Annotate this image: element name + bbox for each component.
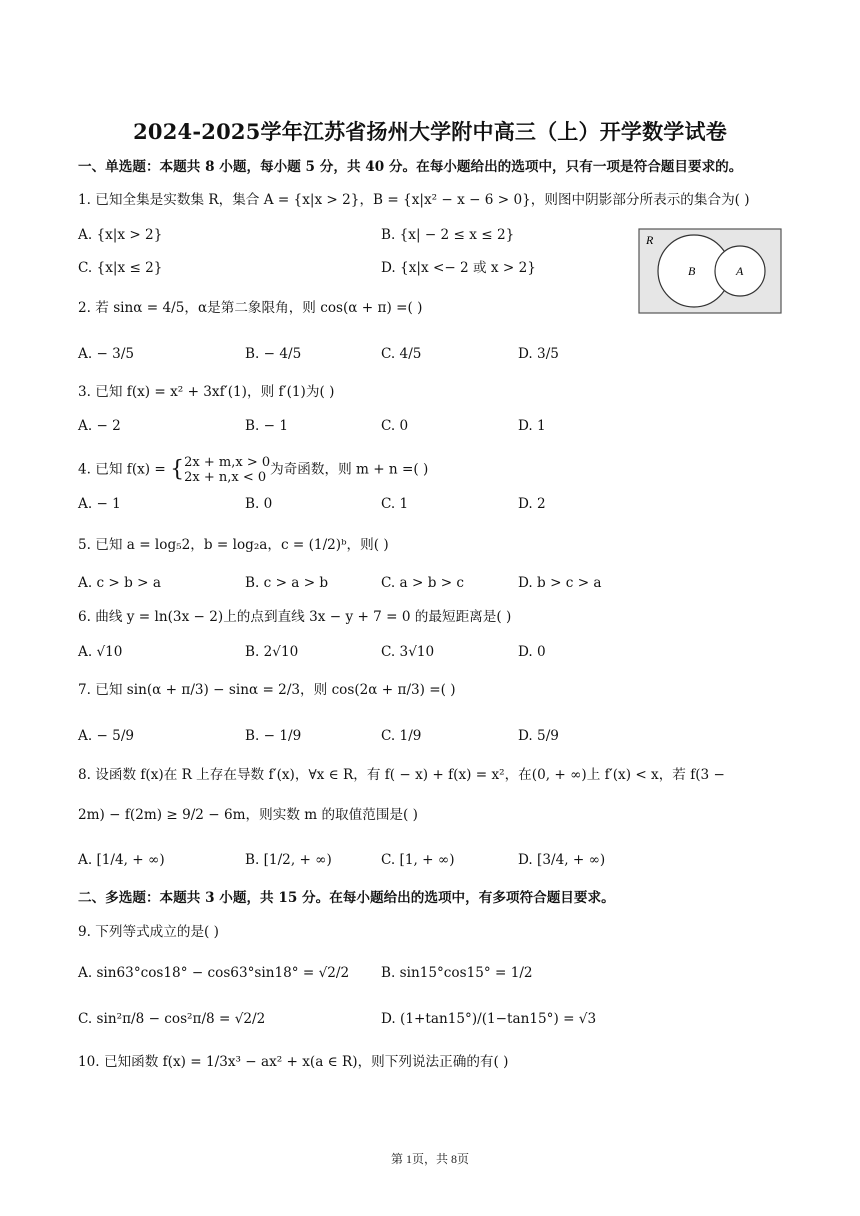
question-3-stem: 3. 已知 f(x) = x² + 3xf′(1)，则 f′(1)为( ): [78, 384, 335, 400]
q4-option-a: A. − 1: [78, 496, 121, 512]
question-6-stem: 6. 曲线 y = ln(3x − 2)上的点到直线 3x − y + 7 = 0 的最短距离是( ): [78, 609, 512, 625]
q6-option-c: C. 3√10: [381, 644, 435, 660]
venn-label-r: R: [646, 233, 654, 247]
q2-option-c: C. 4/5: [381, 346, 422, 362]
q8-option-c: C. [1, + ∞): [381, 852, 455, 868]
page-footer: 第 1页，共 8页: [390, 1152, 469, 1166]
q6-option-b: B. 2√10: [245, 644, 299, 660]
q8-option-a: A. [1/4, + ∞): [78, 852, 165, 868]
q8-option-b: B. [1/2, + ∞): [245, 852, 332, 868]
q8-option-d: D. [3/4, + ∞): [518, 852, 606, 868]
page-title: 2024-2025学年江苏省扬州大学附中高三（上）开学数学试卷: [133, 119, 727, 144]
q4-stem-suffix: 为奇函数，则 m + n =( ): [270, 461, 429, 478]
q1-option-c: C. {x|x ≤ 2}: [78, 260, 163, 276]
venn-label-b: B: [688, 264, 696, 278]
question-10-stem: 10. 已知函数 f(x) = 1/3x³ − ax² + x(a ∈ R)，则下列说法正确的有( ): [78, 1054, 509, 1070]
q1-option-a: A. {x|x > 2}: [78, 227, 163, 243]
q5-option-c: C. a > b > c: [381, 575, 465, 591]
question-1-stem: 1. 已知全集是实数集 R，集合 A = {x|x > 2}，B = {x|x² − x − 6 > 0}，则图中阴影部分所表示的集合为( ): [78, 192, 750, 208]
q1-option-b: B. {x| − 2 ≤ x ≤ 2}: [381, 227, 515, 243]
q7-option-a: A. − 5/9: [78, 728, 135, 744]
q7-option-b: B. − 1/9: [245, 728, 302, 744]
q9-option-a: A. sin63°cos18° − cos63°sin18° = √2/2: [78, 965, 350, 981]
q4-option-d: D. 2: [518, 496, 546, 512]
q7-option-c: C. 1/9: [381, 728, 422, 744]
question-9-stem: 9. 下列等式成立的是( ): [78, 924, 219, 940]
q4-stem-prefix: 4. 已知 f(x) =: [78, 461, 171, 478]
q9-option-c: C. sin²π/8 − cos²π/8 = √2/2: [78, 1011, 266, 1027]
q4-option-b: B. 0: [245, 496, 273, 512]
q4-piece-1: 2x + m,x > 0: [184, 455, 271, 470]
q9-option-b: B. sin15°cos15° = 1/2: [381, 965, 533, 981]
q6-option-a: A. √10: [78, 644, 123, 660]
q2-option-d: D. 3/5: [518, 346, 559, 362]
question-5-stem: 5. 已知 a = log₅2，b = log₂a，c = (1/2)ᵇ，则( ): [78, 537, 389, 553]
q2-option-b: B. − 4/5: [245, 346, 302, 362]
q2-option-a: A. − 3/5: [78, 346, 135, 362]
q3-option-c: C. 0: [381, 418, 409, 434]
q5-option-a: A. c > b > a: [78, 575, 161, 591]
q7-option-d: D. 5/9: [518, 728, 559, 744]
question-2-stem: 2. 若 sinα = 4/5，α是第二象限角，则 cos(α + π) =( ): [78, 300, 423, 316]
question-7-stem: 7. 已知 sin(α + π/3) − sinα = 2/3，则 cos(2α + π/3) =( ): [78, 682, 456, 698]
section-heading-multi-choice: 二、多选题：本题共 3 小题，共 15 分。在每小题给出的选项中，有多项符合题目要求。: [78, 890, 615, 906]
q6-option-d: D. 0: [518, 644, 546, 660]
q4-piece-2: 2x + n,x < 0: [184, 470, 267, 485]
venn-diagram: [638, 228, 782, 314]
q3-option-d: D. 1: [518, 418, 546, 434]
question-8-stem-line-1: 8. 设函数 f(x)在 R 上存在导数 f′(x)，∀x ∈ R，有 f( − x) + f(x) = x²，在(0, + ∞)上 f′(x) < x，若 f(3 −: [78, 767, 725, 783]
q4-option-c: C. 1: [381, 496, 409, 512]
question-8-stem-line-2: 2m) − f(2m) ≥ 9/2 − 6m，则实数 m 的取值范围是( ): [78, 807, 418, 823]
q5-option-d: D. b > c > a: [518, 575, 602, 591]
q5-option-b: B. c > a > b: [245, 575, 329, 591]
q4-piecewise: [184, 455, 270, 485]
q3-option-a: A. − 2: [78, 418, 121, 434]
q1-option-d: D. {x|x <− 2 或 x > 2}: [381, 260, 536, 276]
question-4-stem: [78, 455, 428, 485]
q3-option-b: B. − 1: [245, 418, 288, 434]
q9-option-d: D. (1+tan15°)/(1−tan15°) = √3: [381, 1011, 597, 1027]
q4-brace: {: [170, 457, 185, 482]
section-heading-single-choice: 一、单选题：本题共 8 小题，每小题 5 分，共 40 分。在每小题给出的选项中，只有一项是符合题目要求的。: [78, 159, 743, 175]
venn-label-a: A: [736, 264, 744, 278]
